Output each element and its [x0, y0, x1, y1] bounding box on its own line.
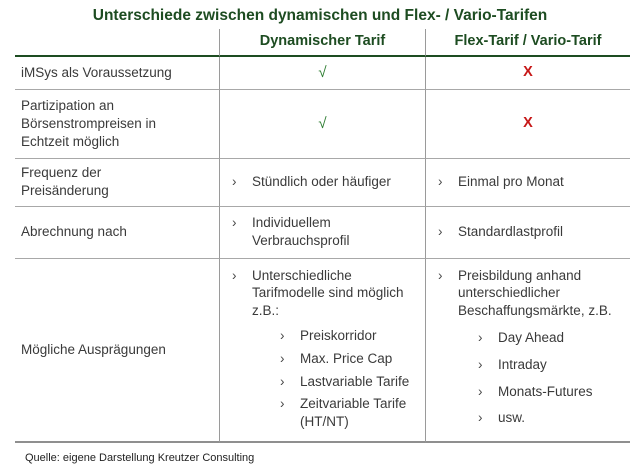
list-item: [478, 383, 626, 401]
cell-imsys-flex: [425, 57, 630, 90]
cell-imsys-dynamic: [219, 57, 425, 90]
list-item: [478, 409, 626, 427]
bullet-text: Individuellem Verbrauchsprofil: [252, 215, 350, 249]
bullet-icon: ›: [438, 224, 443, 240]
list-item-text: Day Ahead: [498, 330, 565, 346]
list-item: [280, 327, 421, 345]
row-label-abrechnung: Abrechnung nach: [15, 207, 219, 259]
cell-frequenz-dynamic: [219, 159, 425, 207]
bullet-icon: ›: [438, 267, 443, 283]
bullet-icon: ›: [232, 215, 237, 231]
bullet-icon: ›: [280, 350, 285, 366]
comparison-table: [15, 29, 630, 443]
row-label-frequenz: Frequenz der Preisänderung: [15, 159, 219, 207]
cell-auspraegungen-flex: [425, 259, 630, 443]
check-icon: √: [318, 63, 327, 81]
source-note: Quelle: eigene Darstellung Kreutzer Consulting: [25, 451, 255, 464]
bullet-text: Standardlastprofil: [458, 224, 564, 240]
bullet-icon: ›: [280, 396, 285, 412]
cell-partizipation-flex: [425, 90, 630, 159]
bullet-icon: ›: [232, 267, 237, 283]
list-item-text: Intraday: [498, 356, 547, 372]
check-icon: √: [318, 114, 327, 132]
bullet-line: [438, 267, 626, 320]
row-label-partizipation: Partizipation an Börsenstrompreisen in Echtzeit möglich: [15, 90, 219, 159]
bullet-icon: ›: [280, 328, 285, 344]
list-item-text: Zeitvariable Tarife (HT/NT): [300, 396, 407, 430]
page-title: Unterschiede zwischen dynamischen und Flex- / Vario-Tarifen: [92, 7, 548, 24]
header-dynamischer-tarif: Dynamischer Tarif: [219, 29, 425, 57]
row-label-auspraegungen: Mögliche Ausprägungen: [15, 259, 219, 443]
list-item-text: Monats-Futures: [498, 383, 593, 399]
list-item-text: usw.: [498, 410, 526, 426]
bullet-icon: ›: [232, 174, 237, 190]
nested-list-flex: [438, 329, 626, 427]
bullet-text: Einmal pro Monat: [458, 174, 564, 190]
bullet-line: [438, 173, 564, 191]
cell-frequenz-flex: [425, 159, 630, 207]
cell-abrechnung-flex: [425, 207, 630, 259]
list-item-text: Max. Price Cap: [300, 350, 393, 366]
list-item: [280, 350, 421, 368]
row-label-imsys: iMSys als Voraussetzung: [15, 57, 219, 90]
bullet-line: [232, 173, 391, 191]
list-item: [478, 329, 626, 347]
list-item: [478, 356, 626, 374]
bullet-line: [232, 214, 419, 250]
cell-auspraegungen-dynamic: [219, 259, 425, 443]
header-flex-vario-tarif: Flex-Tarif / Vario-Tarif: [425, 29, 630, 57]
bullet-icon: ›: [478, 410, 483, 426]
bullet-icon: ›: [280, 373, 285, 389]
list-item: [280, 373, 421, 391]
bullet-text: Unterschiedliche Tarifmodelle sind möglich z.B.:: [252, 267, 404, 319]
bullet-text: Stündlich oder häufiger: [252, 174, 391, 190]
list-item: [280, 395, 421, 431]
cross-icon: X: [523, 64, 533, 81]
list-item-text: Lastvariable Tarife: [300, 373, 410, 389]
bullet-icon: ›: [478, 383, 483, 399]
cell-partizipation-dynamic: [219, 90, 425, 159]
bullet-text: Preisbildung anhand unterschiedlicher Beschaffungsmärkte, z.B.: [458, 267, 612, 319]
header-empty-cell: [15, 29, 219, 57]
list-item-text: Preiskorridor: [300, 328, 377, 344]
bullet-line: [438, 223, 563, 241]
bullet-line: [232, 267, 421, 320]
bullet-icon: ›: [478, 330, 483, 346]
bullet-icon: ›: [438, 174, 443, 190]
cell-abrechnung-dynamic: [219, 207, 425, 259]
bullet-icon: ›: [478, 356, 483, 372]
nested-list-dynamic: [232, 327, 421, 431]
cross-icon: X: [523, 115, 533, 132]
